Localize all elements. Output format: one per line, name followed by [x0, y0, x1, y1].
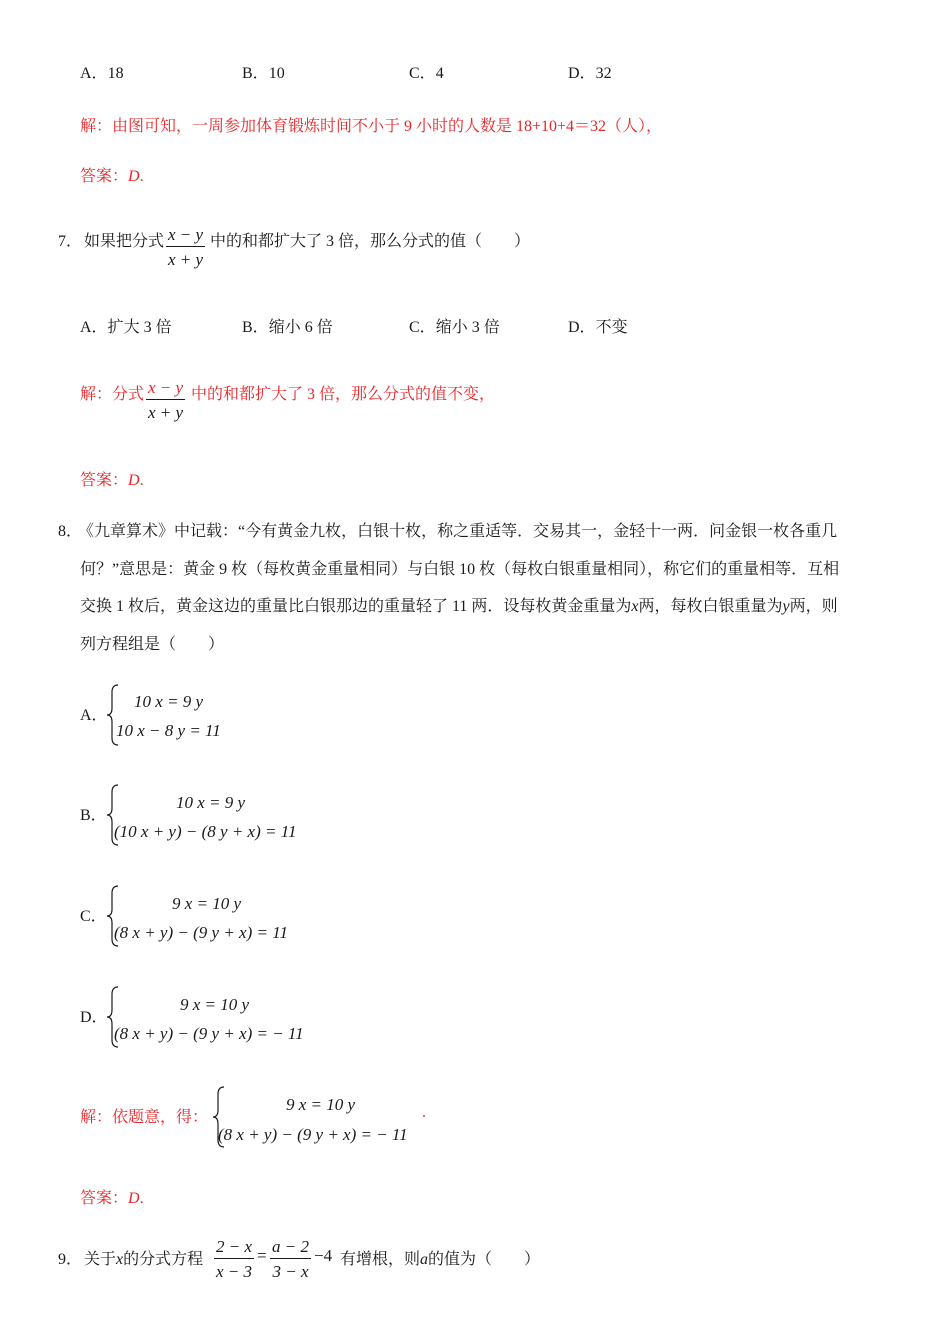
- q8-option-c-letter: C．: [80, 908, 107, 925]
- q9-minus-four: −4: [314, 1246, 333, 1265]
- q9-equals: =: [257, 1246, 267, 1265]
- q8-line-4: 列方程组是（ ）: [80, 636, 225, 653]
- q6-solution: 解：由图可知，一周参加体育锻炼时间不小于 9 小时的人数是 18+10+4＝32（人），: [80, 118, 663, 135]
- q7-solution-before: 解：分式: [80, 386, 145, 403]
- q9-fraction-left: $\frac{2 - x}{x - 3}$: [216, 1237, 253, 1281]
- q8-option-b-letter: B．: [80, 807, 107, 824]
- q9-stem-c: 有增根，则a的值为（ ）: [340, 1251, 541, 1268]
- q8-option-b-eq1: 10 x = 9 y: [176, 793, 246, 812]
- q8-solution-eq2: (8 x + y) − (9 y + x) = − 11: [218, 1125, 408, 1144]
- q8-line-1: 《九章算术》中记载：“今有黄金九枚，白银十枚，称之重适等．交易其一，金轻十一两．问金银一枚各重几: [78, 523, 838, 540]
- q8-solution-eq1: 9 x = 10 y: [286, 1095, 356, 1114]
- q9-stem-a: 关于x的分式方程: [84, 1251, 204, 1268]
- q9-number: 9．: [58, 1251, 83, 1268]
- q7-solution-fraction: $\frac{x - y}{x + y}$: [148, 378, 184, 422]
- q6-option-a: A．18: [80, 65, 124, 82]
- q7-stem-after: 中的和都扩大了 3 倍，那么分式的值（ ）: [210, 233, 531, 250]
- q6-option-d: D．32: [568, 65, 612, 82]
- q8-option-d-eq1: 9 x = 10 y: [180, 995, 250, 1014]
- q8-solution-period: .: [422, 1104, 426, 1121]
- q8-option-d-eq2: (8 x + y) − (9 y + x) = − 11: [114, 1024, 304, 1043]
- q6-option-c: C．4: [409, 65, 444, 82]
- q7-number: 7．: [58, 233, 83, 250]
- q7-option-b: B．缩小 6 倍: [242, 319, 333, 336]
- q9-fraction-right: $\frac{a - 2}{3 - x}$: [272, 1237, 309, 1281]
- q8-option-d-letter: D．: [80, 1009, 108, 1026]
- q8-answer: 答案：D.: [80, 1190, 144, 1207]
- q8-line-2: 何？”意思是：黄金 9 枚（每枚黄金重量相同）与白银 10 枚（每枚白银重量相同），称它们的重量相等．互相: [80, 561, 840, 578]
- q7-fraction: $\frac{x - y}{x + y}$: [168, 225, 204, 269]
- q6-option-b: B．10: [242, 65, 285, 82]
- q8-option-b-eq2: (10 x + y) − (8 y + x) = 11: [114, 822, 297, 841]
- q6-answer: 答案：D.: [80, 168, 144, 185]
- q8-option-a-eq1: 10 x = 9 y: [134, 692, 204, 711]
- q8-option-c-eq2: (8 x + y) − (9 y + x) = 11: [114, 923, 288, 942]
- q7-stem-before: 如果把分式: [84, 233, 165, 250]
- q7-option-d: D．不变: [568, 319, 628, 336]
- q8-number: 8．: [58, 523, 83, 540]
- q8-option-a-letter: A．: [80, 707, 108, 724]
- q8-solution-label: 解：依题意，得：: [80, 1109, 209, 1126]
- q7-option-c: C．缩小 3 倍: [409, 319, 500, 336]
- q7-option-a: A．扩大 3 倍: [80, 319, 172, 336]
- q8-option-a-eq2: 10 x − 8 y = 11: [116, 721, 221, 740]
- q8-option-c-eq1: 9 x = 10 y: [172, 894, 242, 913]
- q7-solution-after: 中的和都扩大了 3 倍，那么分式的值不变，: [191, 386, 496, 403]
- q7-answer: 答案：D.: [80, 472, 144, 489]
- q8-line-3: 交换 1 枚后，黄金这边的重量比白银那边的重量轻了 11 两．设每枚黄金重量为x两，每枚白银重量为y两，则: [80, 598, 838, 615]
